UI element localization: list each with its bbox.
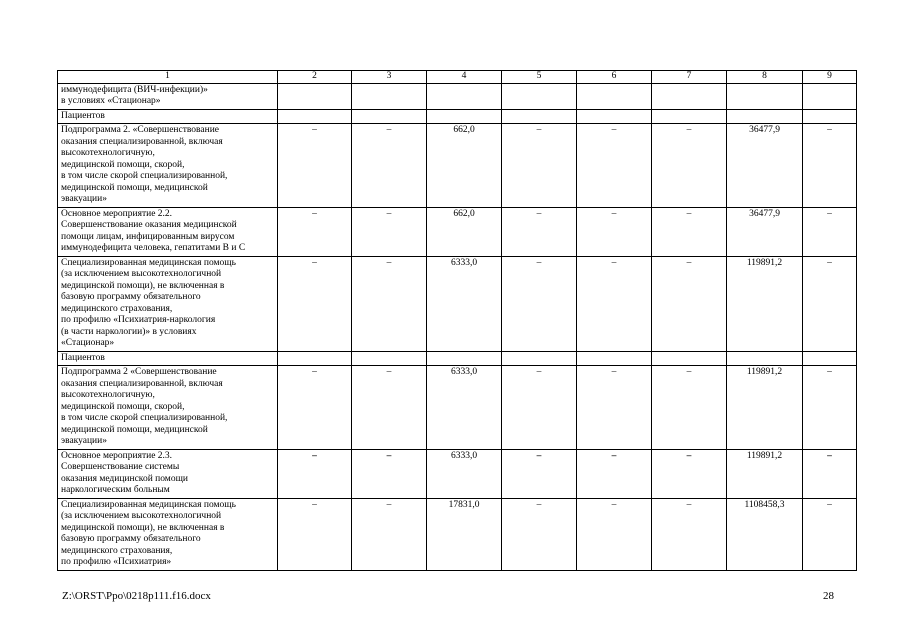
empty-cell — [352, 351, 427, 366]
value-cell-c5: – — [502, 498, 577, 570]
value-cell-c9: – — [803, 449, 857, 498]
value-cell-c7 — [652, 83, 727, 109]
value-cell-c6 — [577, 83, 652, 109]
header-cell: 2 — [278, 71, 352, 84]
value-cell-c4: 6333,0 — [427, 256, 502, 351]
value-cell-c4: 662,0 — [427, 207, 502, 256]
value-cell-c6: – — [577, 498, 652, 570]
value-cell-c5: – — [502, 366, 577, 450]
value-cell-c2 — [278, 83, 352, 109]
table-row — [58, 83, 857, 109]
row-description: иммунодефицита (ВИЧ-инфекции)» в условиях «Стационар» — [58, 83, 278, 109]
header-row — [58, 71, 857, 84]
value-cell-c2: – — [278, 498, 352, 570]
value-cell-c2: – — [278, 256, 352, 351]
row-description: Специализированная медицинская помощь (за исключением высокотехнологичной медицинской помощи), не включенная в базовую программу обязательного медицинского страхования, по профилю «Психиатрия-наркология (в части наркологии)» в условиях «Стационар» — [58, 256, 278, 351]
data-table — [57, 70, 857, 571]
empty-cell — [427, 351, 502, 366]
value-cell-c2: – — [278, 124, 352, 208]
value-cell-c9: – — [803, 366, 857, 450]
value-cell-c3: – — [352, 498, 427, 570]
row-description: Основное мероприятие 2.2. Совершенствование оказания медицинской помощи лицам, инфицированным вирусом иммунодефицита человека, гепатитами В и С — [58, 207, 278, 256]
value-cell-c4: 662,0 — [427, 124, 502, 208]
table-row — [58, 498, 857, 570]
value-cell-c9: – — [803, 124, 857, 208]
header-cell: 6 — [577, 71, 652, 84]
header-cell: 3 — [352, 71, 427, 84]
empty-cell — [577, 351, 652, 366]
value-cell-c8: 36477,9 — [727, 124, 803, 208]
value-cell-c8: 119891,2 — [727, 449, 803, 498]
empty-cell — [278, 351, 352, 366]
row-description: Подпрограмма 2. «Совершенствование оказания специализированной, включая высокотехнологичную, медицинской помощи, скорой, в том числе скорой специализированной, медицинской помощи, медицинской эвакуации» — [58, 124, 278, 208]
value-cell-c6: – — [577, 449, 652, 498]
value-cell-c3: – — [352, 124, 427, 208]
header-cell: 9 — [803, 71, 857, 84]
value-cell-c4: 6333,0 — [427, 366, 502, 450]
header-cell: 5 — [502, 71, 577, 84]
value-cell-c9: – — [803, 207, 857, 256]
value-cell-c3: – — [352, 207, 427, 256]
value-cell-c9: – — [803, 498, 857, 570]
value-cell-c6: – — [577, 124, 652, 208]
value-cell-c8: 1108458,3 — [727, 498, 803, 570]
value-cell-c2: – — [278, 449, 352, 498]
value-cell-c3: – — [352, 256, 427, 351]
header-cell: 7 — [652, 71, 727, 84]
empty-cell — [502, 351, 577, 366]
value-cell-c5: – — [502, 124, 577, 208]
value-cell-c4: 17831,0 — [427, 498, 502, 570]
value-cell-c6: – — [577, 366, 652, 450]
value-cell-c3: – — [352, 366, 427, 450]
empty-cell — [652, 109, 727, 124]
section-row — [58, 351, 857, 366]
empty-cell — [577, 109, 652, 124]
footer-file-path: Z:\ORST\Ppo\0218p111.f16.docx — [62, 590, 211, 602]
table-row — [58, 366, 857, 450]
empty-cell — [427, 109, 502, 124]
value-cell-c6: – — [577, 256, 652, 351]
value-cell-c5: – — [502, 256, 577, 351]
section-label: Пациентов — [58, 351, 278, 366]
value-cell-c3: – — [352, 449, 427, 498]
table-row — [58, 124, 857, 208]
empty-cell — [727, 351, 803, 366]
value-cell-c7: – — [652, 207, 727, 256]
value-cell-c7: – — [652, 256, 727, 351]
value-cell-c5 — [502, 83, 577, 109]
value-cell-c7: – — [652, 366, 727, 450]
table-row — [58, 256, 857, 351]
page-number: 28 — [823, 590, 834, 602]
table-row — [58, 207, 857, 256]
value-cell-c6: – — [577, 207, 652, 256]
value-cell-c4: 6333,0 — [427, 449, 502, 498]
empty-cell — [352, 109, 427, 124]
value-cell-c7: – — [652, 124, 727, 208]
row-description: Специализированная медицинская помощь (за исключением высокотехнологичной медицинской помощи), не включенная в базовую программу обязательного медицинского страхования, по профилю «Психиатрия» — [58, 498, 278, 570]
value-cell-c2: – — [278, 207, 352, 256]
value-cell-c8: 36477,9 — [727, 207, 803, 256]
section-row — [58, 109, 857, 124]
value-cell-c8: 119891,2 — [727, 366, 803, 450]
empty-cell — [502, 109, 577, 124]
row-description: Подпрограмма 2 «Совершенствование оказания специализированной, включая высокотехнологичную, медицинской помощи, скорой, в том числе скорой специализированной, медицинской помощи, медицинской эвакуации» — [58, 366, 278, 450]
value-cell-c8 — [727, 83, 803, 109]
value-cell-c5: – — [502, 449, 577, 498]
value-cell-c9 — [803, 83, 857, 109]
empty-cell — [803, 109, 857, 124]
value-cell-c9: – — [803, 256, 857, 351]
header-cell: 1 — [58, 71, 278, 84]
value-cell-c7: – — [652, 498, 727, 570]
empty-cell — [278, 109, 352, 124]
header-cell: 4 — [427, 71, 502, 84]
header-cell: 8 — [727, 71, 803, 84]
empty-cell — [652, 351, 727, 366]
section-label: Пациентов — [58, 109, 278, 124]
row-description: Основное мероприятие 2.3. Совершенствование системы оказания медицинской помощи наркологическим больным — [58, 449, 278, 498]
value-cell-c7: – — [652, 449, 727, 498]
value-cell-c3 — [352, 83, 427, 109]
empty-cell — [727, 109, 803, 124]
value-cell-c8: 119891,2 — [727, 256, 803, 351]
value-cell-c4 — [427, 83, 502, 109]
table-row — [58, 449, 857, 498]
empty-cell — [803, 351, 857, 366]
value-cell-c5: – — [502, 207, 577, 256]
value-cell-c2: – — [278, 366, 352, 450]
